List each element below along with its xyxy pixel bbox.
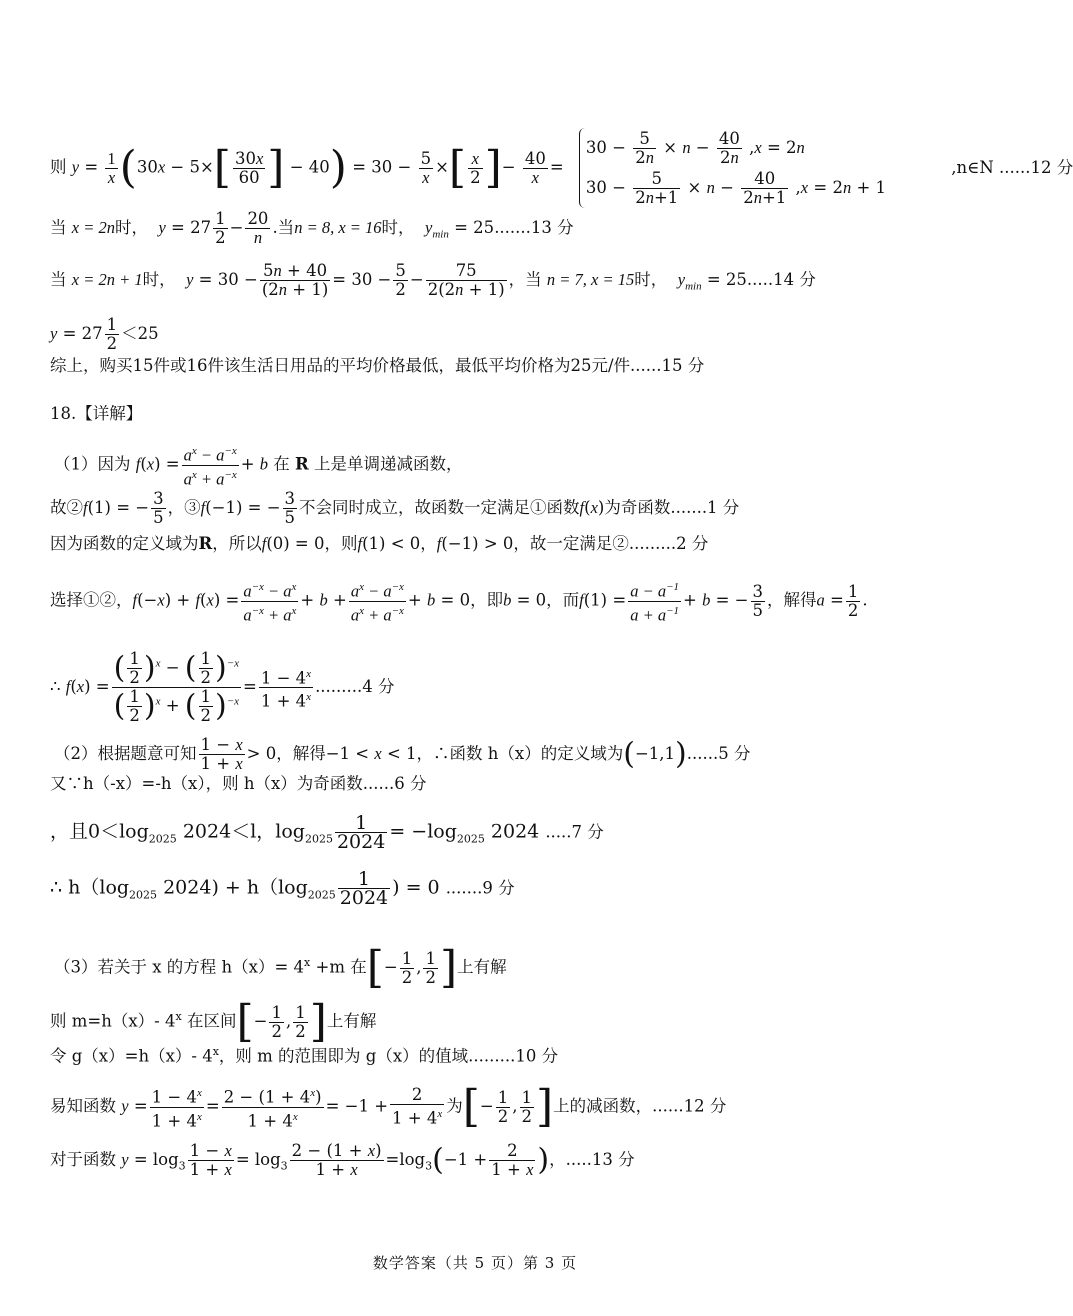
- part3-line-2: 则 m=h（x）- 4$^x$ 在区间[− $\frac{1}{2}$ , $\frac{1}{2}$ ]上有解: [50, 996, 377, 1047]
- part1-prefix: （1）因为: [54, 454, 131, 474]
- frac-40-over-x: $\frac{40}{x}$: [524, 148, 546, 187]
- line14-score: .....7 分: [545, 822, 604, 842]
- part2-line-1: （2）根据题意可知 $\frac{1 - x}{1 + x}$ > 0，解得−1 < x < 1，∴函数 h（x）的定义域为(−1,1)......5 分: [54, 735, 751, 773]
- line12-score: ......5 分: [686, 744, 751, 763]
- line2-shi-2: 时，: [381, 218, 415, 237]
- line17-mid: 在区间: [186, 1011, 237, 1031]
- line3-ymin: = 25: [706, 270, 747, 289]
- section-18-heading: 18.【详解】: [50, 404, 143, 423]
- line10-mid: ，即: [470, 590, 504, 610]
- line3-prefix: 当: [50, 270, 67, 289]
- part1-line-2: 故②f(1) = − $\frac{3}{5}$ ，③f(−1) = − $\frac{3}{5}$ 不会同时成立，故函数一定满足①函数f(x)为奇函数.......1 分: [50, 489, 740, 527]
- line3-condition-2: n = 7, x = 15: [546, 270, 635, 289]
- line19-prefix: 易知函数: [50, 1096, 116, 1116]
- line2-condition: x = 2n: [71, 218, 115, 237]
- part1-line-5: ∴ f(x) = ( $\frac{1}{2}$ )$^x$ − ( $\frac{1}{2}$ )$^{-x}$ ( $\frac{1}{2}$ )$^x$ + ( $\frac{1}{2}$ )$^{-x}$ = $\frac{1 - 4^x}{1 + 4^x}$ .........4 分: [50, 649, 395, 725]
- line3-shi-2: 时，: [634, 270, 668, 289]
- line19-tail: 上的减函数，......12 分: [553, 1096, 727, 1116]
- part1-line-3: 因为函数的定义域为R，所以f(0) = 0，则f(1) < 0，f(−1) > 0，故一定满足②.........2 分: [50, 534, 709, 553]
- part1-zai: 在: [273, 454, 290, 474]
- part3-line-3: 令 g（x）=h（x）- 4$^x$，则 m 的范围即为 g（x）的值域.........10 分: [50, 1045, 559, 1066]
- line15-score: .......9 分: [445, 878, 515, 898]
- frac-1-over-x: $\frac{1}{x}$: [107, 148, 116, 187]
- line12-prefix: （2）根据题意可知: [54, 744, 197, 763]
- part2-line-2: 又∵h（-x）=-h（x），则 h（x）为奇函数......6 分: [50, 774, 427, 793]
- line8-tail: 为奇函数.......1 分: [604, 498, 740, 517]
- line18-prefix: 令 g（x）=h（x）-: [50, 1046, 197, 1066]
- part2-line-3: ，且$0<\log_{2025}$ 2024＜l，$\log_{2025}$ $\frac{1}{2024}$ = $-\log_{2025}$ 2024 .....7 分: [50, 812, 604, 853]
- part2-line-4: ∴ $h(\log_{2025}$ $2024) + h(\log_{2025}$ $\frac{1}{2024}$ ) = 0 .......9 分: [50, 868, 515, 909]
- equation-line-3: 当 x = 2n + 1时， y = 30 − $\frac{5n + 40}{(2n + 1)}$ = 30 − $\frac{5}{2}$ − $\frac{75}{2(2n + 1)}$ ，当 n = 7, x = 15时， $y_{min} = 25.....14$ 分: [50, 261, 816, 299]
- part1-tail: 上是单调递减函数，: [314, 454, 463, 474]
- line17-tail: 上有解: [326, 1011, 377, 1031]
- line10-mid2: ，而: [546, 590, 580, 610]
- part1-R: R: [295, 454, 309, 474]
- line10-mid3: ，解得: [767, 590, 817, 610]
- line2-ymin: = 25: [454, 218, 495, 237]
- line19-mid: 为: [446, 1096, 463, 1116]
- equation-line-2: 当 x = 2n时， y = 27 $\frac{1}{2}$ − $\frac{20}{n}$ .当n = 8, x = 16时， $y_{min} = 25.......13$ 分: [50, 209, 574, 247]
- line9-prefix: 因为函数的定义域为: [50, 534, 199, 553]
- line8-mid2: 不会同时成立，故函数一定满足①函数: [299, 498, 580, 517]
- line12-mid2: ，∴函数 h（x）的定义域为: [416, 744, 624, 763]
- line4-tail: ＜25: [121, 324, 159, 343]
- line2-condition-2: n = 8, x = 16: [294, 218, 382, 237]
- line12-mid: ，解得: [276, 744, 326, 763]
- line2-score: .......13 分: [494, 218, 574, 237]
- line2-prefix: 当: [50, 218, 67, 237]
- line16-mid: +m 在: [315, 957, 367, 977]
- line9-mid2: ，则: [324, 534, 358, 553]
- line2-shi: 时，: [114, 218, 148, 237]
- part1-line-4: 选择①②，f(−x) + f(x) = $\frac{a^{-x} - a^x}{a^{-x} + a^x}$ + b + $\frac{a^x - a^{-x}}{a^x + a^{-x}}$ + b = 0，即b = 0，而f(1) = $\frac{a - a^{-1}}{a + a^{-1}}$ + b = − $\frac{3}{5}$ ，解得a = $\frac{1}{2}$ .: [50, 578, 868, 624]
- part3-line-4: 易知函数 y = $\frac{1 - 4^x}{1 + 4^x}$ = $\frac{2 - (1 + 4^x)}{1 + 4^x}$ = −1 + $\frac{2}{1 + 4^x}$ 为[− $\frac{1}{2}$ , $\frac{1}{2}$ ]上的减函数，......12 分: [50, 1081, 727, 1132]
- page-footer: 数学答案（共 5 页）第 3 页: [372, 1254, 578, 1272]
- line17-prefix: 则 m=h（x）-: [50, 1011, 160, 1031]
- line1-prefix: 则: [50, 157, 67, 177]
- part1-line-1: （1）因为 f(x) = $\frac{a^x - a^{-x}}{a^x + a^{-x}}$ + b 在 R 上是单调递减函数，: [54, 442, 463, 488]
- line9-mid: ，所以: [212, 534, 262, 553]
- line9-R: R: [198, 534, 213, 553]
- line18-tail: ，则 m 的范围即为 g（x）的值域.........10 分: [218, 1046, 559, 1066]
- line8-prefix: 故②: [50, 498, 83, 517]
- line9-tail: ，故一定满足②.........2 分: [513, 534, 709, 553]
- line20-prefix: 对于函数: [50, 1150, 116, 1169]
- line11-score: .........4 分: [315, 677, 395, 696]
- line3-shi: 时，: [142, 270, 176, 289]
- part3-line-5: 对于函数 $y = \log_3$ $\frac{1 - x}{1 + x}$ = $\log_3$ $\frac{2 - (1 + x)}{1 + x}$ $=\log_3(-1$ + $\frac{2}{1 + x}$ )，.....13 分: [50, 1141, 635, 1179]
- piecewise-cases: 30 − $\frac{5}{2n}$ × n − $\frac{40}{2n}$ ,x = 2n 30 − $\frac{5}{2n+1}$ × n − $\frac{40}{2n+1}$ ,x = 2n + 1: [579, 128, 886, 208]
- part3-line-1: （3）若关于 x 的方程 $h(x)= 4^x +m$ 在[− $\frac{1}{2}$ , $\frac{1}{2}$ ]上有解: [54, 942, 507, 993]
- conclusion-line: 综上，购买15件或16件该生活日用品的平均价格最低，最低平均价格为25元/件......15 分: [50, 356, 705, 375]
- equation-line-4: y = 27 $\frac{1}{2}$ ＜25: [50, 315, 159, 353]
- line3-score: .....14 分: [746, 270, 816, 289]
- equation-piecewise-y: 则 y = $\frac{1}{x}$ (30x − 5×[ $\frac{30x}{60}$ ] − 40) = 30 − $\frac{5}{x}$ ×[ $\frac{x}{2}$ ]− $\frac{40}{x}$ = 30 − $\frac{5}{2n}$ × n − $\frac{40}{2n}$ ,x = 2n 30 − $\frac{5}{2n+1}$ × n − $\frac{40}{2n+1}$ ,x = 2n + 1 ,n∈N ......12 分: [50, 129, 1073, 207]
- line16-tail: 上有解: [457, 957, 507, 977]
- line14-prefix: ，且: [50, 820, 89, 843]
- line20-score: ，.....13 分: [549, 1150, 635, 1169]
- line8-mid: ，③: [167, 498, 201, 517]
- line3-mid: ，当: [508, 270, 542, 289]
- line3-condition: x = 2n + 1: [71, 270, 143, 289]
- line16-prefix: （3）若关于 x 的方程 h（x）=: [54, 957, 289, 977]
- frac-5-over-x: $\frac{5}{x}$: [420, 148, 432, 187]
- line10-prefix: 选择①②，: [50, 590, 133, 610]
- line2-mid: .当: [272, 218, 295, 237]
- line1-suffix: ,n∈N ......12 分: [951, 157, 1073, 177]
